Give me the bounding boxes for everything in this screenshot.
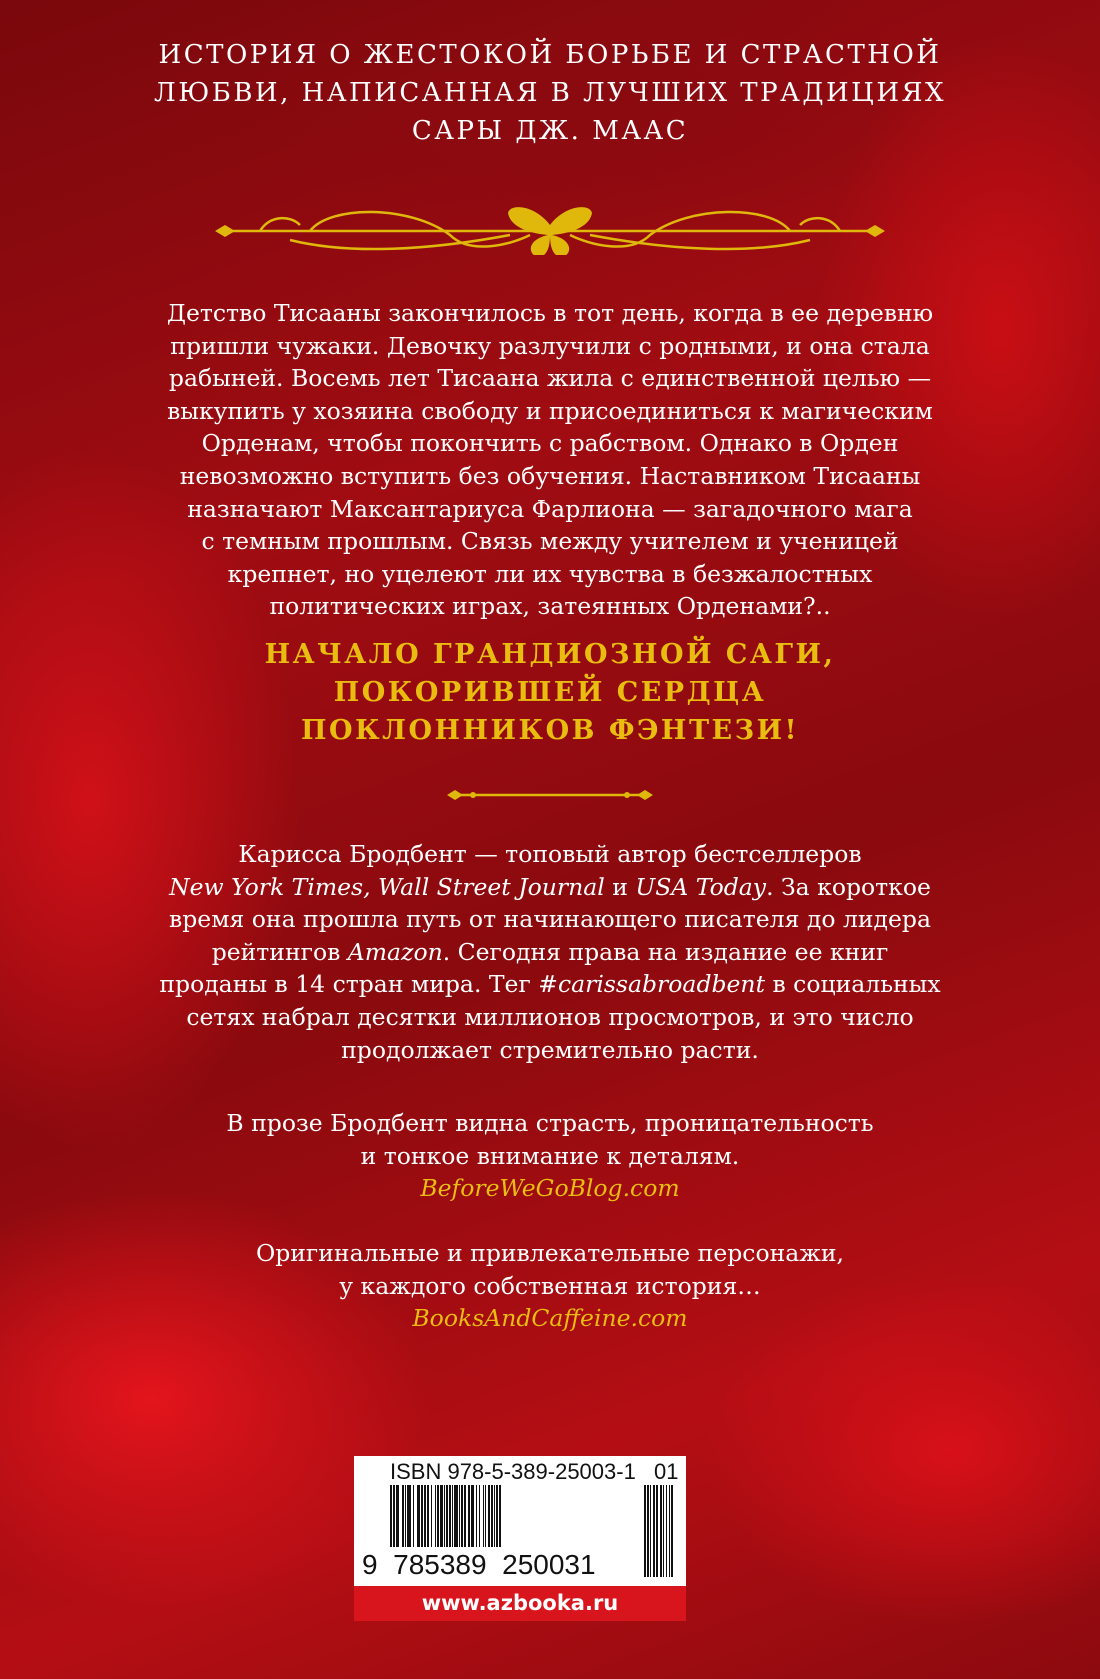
- butterfly-ornament-icon: [210, 195, 890, 255]
- barcode-bar: [499, 1485, 501, 1547]
- bio-line: [0, 968, 1100, 1001]
- bio-line: время она прошла путь от начинающего писателя до лидера: [169, 905, 931, 934]
- synopsis-line: с темным прошлым. Связь между учителем и ученицей: [201, 527, 899, 556]
- headline-line: НАЧАЛО ГРАНДИОЗНОЙ САГИ,: [264, 639, 836, 670]
- barcode-digits: 9 785389 250031: [362, 1549, 596, 1580]
- author-bio: [0, 838, 1100, 1066]
- hashtag: #carissabroadbent: [538, 970, 766, 999]
- bio-line: [0, 871, 1100, 904]
- tagline-line: ИСТОРИЯ О ЖЕСТОКОЙ БОРЬБЕ И СТРАСТНОЙ: [158, 40, 942, 70]
- quote-line: у каждого собственная история…: [339, 1271, 761, 1300]
- synopsis-line: назначают Максантариуса Фарлиона — загадочного мага: [187, 494, 913, 523]
- quote-1: [0, 1107, 1100, 1205]
- barcode-bars: [390, 1485, 501, 1547]
- isbn-addon: 01: [654, 1459, 679, 1484]
- headline-line: ПОКОРИВШЕЙ СЕРДЦА: [333, 677, 767, 708]
- bio-text: . За короткое: [766, 872, 931, 901]
- bio-text: рейтингов: [211, 937, 348, 966]
- synopsis-line: Детство Тисааны закончилось в тот день, когда в ее деревню: [166, 299, 934, 327]
- addon-bars: [644, 1485, 675, 1577]
- synopsis-line: рабыней. Восемь лет Тисаана жила с единственной целью —: [168, 364, 932, 393]
- amazon-name: Amazon: [347, 937, 443, 966]
- quote-2: [0, 1237, 1100, 1335]
- bio-text: и: [604, 872, 636, 901]
- synopsis-line: Орденам, чтобы покончить с рабством. Однако в Орден: [201, 429, 899, 458]
- bio-line: сетях набрал десятки миллионов просмотров, и это число: [186, 1002, 914, 1031]
- bio-line: [0, 936, 1100, 969]
- publisher-url[interactable]: www.azbooka.ru: [354, 1586, 686, 1621]
- headline: [0, 636, 1100, 750]
- synopsis-line: пришли чужаки. Девочку разлучили с родными, и она стала: [170, 331, 930, 360]
- bio-text: . Сегодня права на издание ее книг: [442, 937, 889, 966]
- publication-name: USA Today: [635, 872, 767, 901]
- tagline-line: САРЫ ДЖ. МААС: [411, 116, 689, 146]
- synopsis-line: невозможно вступить без обучения. Наставником Тисааны: [179, 461, 921, 490]
- quote-line: В прозе Бродбент видна страсть, проницательность: [226, 1109, 874, 1137]
- bio-text: проданы в 14 стран мира. Тег: [159, 970, 539, 999]
- synopsis-line: политических играх, затеянных Орденами?..: [269, 592, 831, 621]
- publication-names: New York Times, Wall Street Journal: [169, 872, 605, 901]
- bio-text: в социальных: [765, 970, 941, 999]
- divider-ornament-icon: [445, 783, 655, 807]
- synopsis-line: крепнет, но уцелеют ли их чувства в безжалостных: [227, 559, 873, 588]
- quote-line: и тонкое внимание к деталям.: [360, 1141, 740, 1170]
- tagline-line: ЛЮБВИ, НАПИСАННАЯ В ЛУЧШИХ ТРАДИЦИЯХ: [154, 78, 946, 108]
- barcode-panel: [354, 1456, 686, 1621]
- bio-line: продолжает стремительно расти.: [341, 1035, 759, 1064]
- isbn-text: ISBN 978-5-389-25003-1: [390, 1459, 636, 1484]
- quote-source: BooksAndCaffeine.com: [412, 1304, 688, 1333]
- bio-line: Карисса Бродбент — топовый автор бестселлеров: [238, 840, 862, 868]
- tagline: [0, 36, 1100, 150]
- quote-line: Оригинальные и привлекательные персонажи,: [255, 1239, 845, 1267]
- synopsis: [0, 297, 1100, 623]
- headline-line: ПОКЛОННИКОВ ФЭНТЕЗИ!: [301, 715, 799, 746]
- barcode-bar: [673, 1485, 675, 1577]
- synopsis-line: выкупить у хозяина свободу и присоединиться к магическим: [167, 396, 933, 425]
- quote-source: BeforeWeGoBlog.com: [420, 1174, 680, 1203]
